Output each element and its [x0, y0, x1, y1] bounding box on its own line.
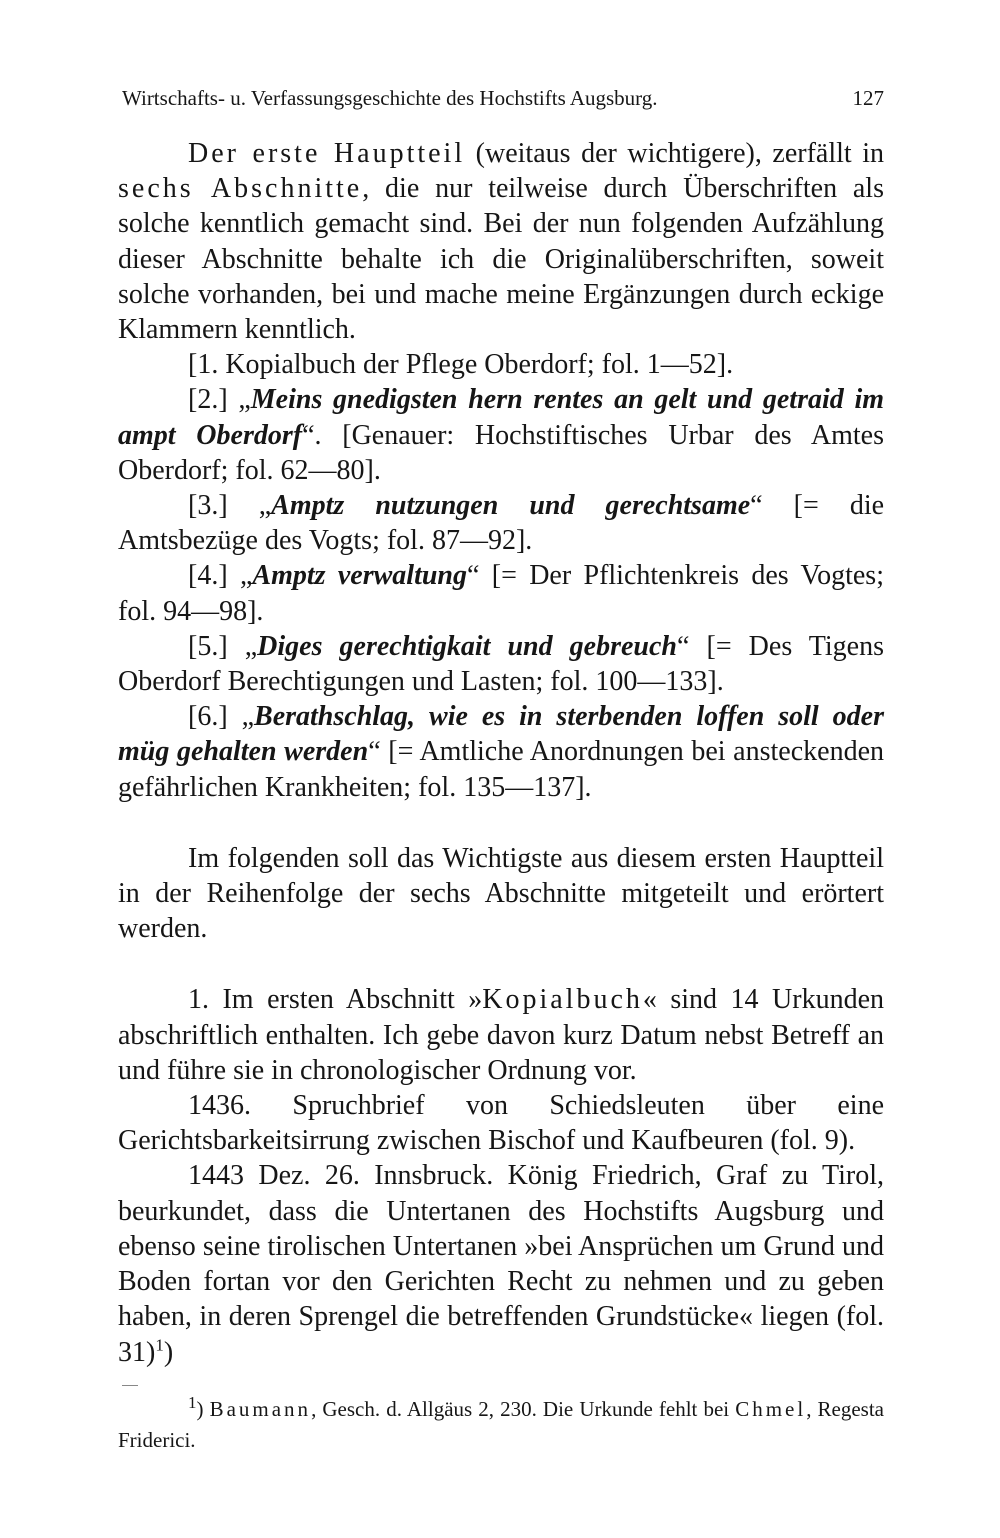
text-run: ) — [196, 1397, 210, 1421]
text-run: “ [= Amtliche Anordnungen bei ansteckenden gefährlichen Krankheiten; fol. 135—137]. — [118, 736, 884, 803]
author-name: Baumann — [209, 1397, 312, 1421]
text-run: , Gesch. d. Allgäus 2, 230. Die Urkunde fehlt bei — [311, 1397, 736, 1421]
section-entry-2 — [118, 382, 884, 488]
section-entry-4 — [118, 558, 884, 628]
text-run: [4.] „ — [188, 560, 253, 592]
body-text — [118, 136, 884, 1370]
text-run: “. [Genauer: Hochstiftisches Urbar des Amtes Oberdorf; fol. 62—80]. — [118, 419, 884, 486]
text-run: “ [= Der Pflichtenkreis des Vogtes; fol. 94—98]. — [118, 560, 884, 627]
document-entry-1443 — [118, 1158, 884, 1369]
text-run: 1. Im ersten Abschnitt » — [188, 984, 483, 1016]
text-run: « sind 14 Urkunden abschriftlich enthalten. Ich gebe davon kurz Datum nebst Betreff an und führe sie in chronologischer Ordnung vor. — [118, 984, 884, 1086]
section-entry-6 — [118, 699, 884, 805]
page-number: 127 — [852, 86, 884, 110]
spaced-term: Der erste Hauptteil — [188, 138, 466, 169]
document-entry-1436 — [118, 1088, 884, 1158]
text-run: 1436. Spruchbrief von Schiedsleuten über eine Gerichtsbarkeitsirrung zwischen Bischof und Kaufbeuren (fol. 9). — [118, 1090, 884, 1157]
section-entry-5 — [118, 629, 884, 699]
paragraph-kopialbuch — [118, 982, 884, 1088]
footnote-1 — [118, 1394, 884, 1456]
footnote-divider — [122, 1385, 138, 1386]
text-run: , die nur teilweise durch Überschriften als solche kenntlich gemacht sind. Bei der nun folgenden Aufzählung dieser Abschnitte behalte ich die Originalüberschriften, soweit solche vorhanden, bei und mache meine Ergänzungen durch eckige Klammern kenntlich. — [118, 173, 884, 346]
text-run: “ [= Des Tigens Oberdorf Berechtigungen und Lasten; fol. 100—133]. — [118, 630, 884, 698]
text-run: (weitaus der wichtigere), zerfällt in — [465, 138, 884, 169]
footnote — [118, 1394, 884, 1456]
original-heading: Meins gnedigsten hern rentes an gelt und getraid im ampt Oberdorf — [118, 384, 885, 451]
author-name: Chmel — [735, 1397, 807, 1421]
text-run: Im folgenden soll das Wichtigste aus diesem ersten Hauptteil in der Reihenfolge der sechs Abschnitte mitgeteilt und erörtert werden. — [118, 842, 884, 945]
text-run: [1. Kopialbuch der Pflege Oberdorf; fol. 1—52]. — [188, 349, 734, 381]
text-run: [2.] „ — [188, 384, 251, 416]
footnote-marker: 1 — [188, 1393, 197, 1412]
original-heading: Amptz verwaltung — [252, 560, 467, 592]
text-run: , Regesta Friderici. — [118, 1397, 884, 1452]
original-heading: Diges gerechtigkait und gebreuch — [257, 630, 677, 662]
text-run: ) — [163, 1336, 174, 1368]
section-entry-3 — [118, 488, 884, 558]
spaced-term: Kopialbuch — [482, 984, 643, 1016]
text-run: [6.] „ — [188, 701, 255, 733]
original-heading: Berathschlag, wie es in sterbenden loffen soll oder müg gehalten werden — [118, 701, 884, 768]
paragraph-intro — [118, 136, 884, 347]
text-run: [3.] „ — [188, 490, 272, 522]
section-entry-1 — [118, 347, 884, 382]
original-heading: Amptz nutzungen und gerechtsame — [271, 490, 751, 522]
text-run: “ [= die Amtsbezüge des Vogts; fol. 87—92]. — [118, 490, 885, 557]
running-head — [118, 86, 884, 114]
paragraph-transition — [118, 841, 884, 947]
book-page — [118, 0, 884, 1538]
text-run: 1443 Dez. 26. Innsbruck. König Friedrich, Graf zu Tirol, beurkundet, dass die Untertanen des Hochstifts Augsburg und ebenso seine tirolischen Untertanen »bei Ansprüchen um Grund und Boden fortan vor den Gerichten Recht zu nehmen und zu geben haben, in deren Sprengel die betreffenden Grundstücke« liegen (fol. 31) — [118, 1160, 884, 1368]
text-run: [5.] „ — [188, 630, 258, 662]
running-title: Wirtschafts- u. Verfassungsgeschichte des Hochstifts Augsburg. — [122, 86, 658, 110]
footnote-reference[interactable]: 1 — [155, 1335, 164, 1355]
spaced-term: sechs Abschnitte — [118, 173, 363, 205]
